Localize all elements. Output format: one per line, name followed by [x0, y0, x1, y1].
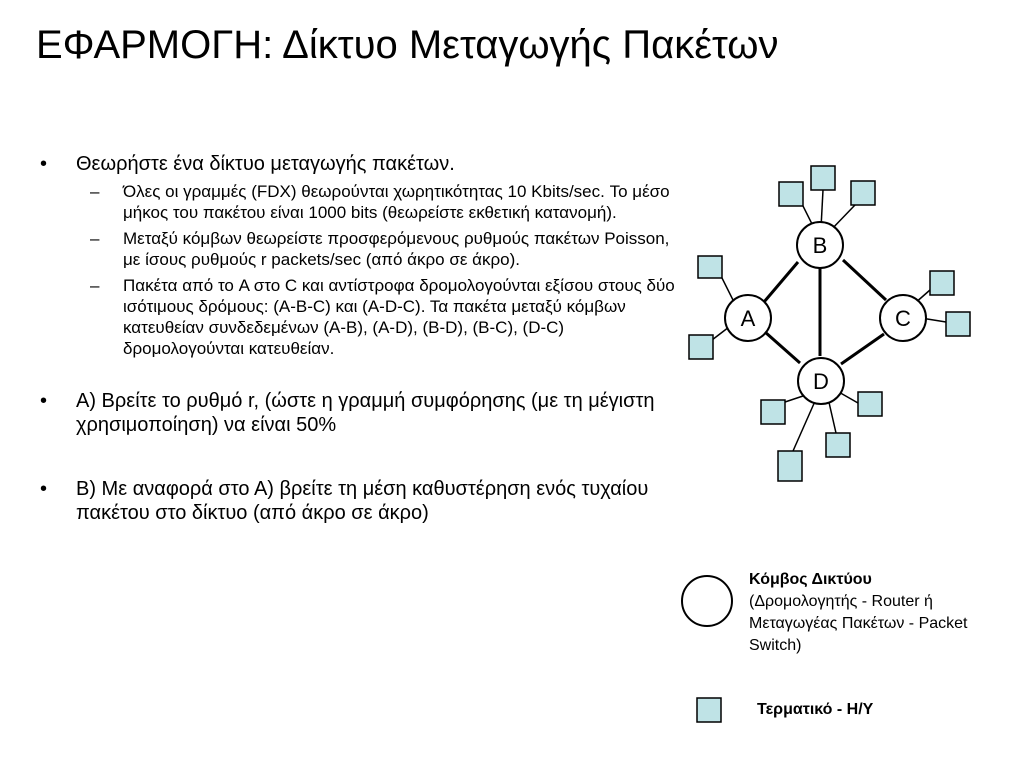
terminal-icon — [778, 451, 802, 481]
node-label: B — [812, 233, 828, 258]
legend-node-desc: (Δρομολογητής - Router ή Μεταγωγέας Πακέτων - Packet Switch) — [749, 593, 968, 654]
terminal-link — [793, 399, 816, 451]
node-b — [797, 222, 843, 268]
node-label: C — [895, 306, 911, 331]
sub-bullet-marker: – — [90, 276, 100, 295]
bullet-marker: • — [40, 390, 48, 412]
terminal-icon — [689, 335, 713, 359]
link-a-d — [765, 332, 800, 363]
terminal-icon — [811, 166, 835, 190]
legend-terminal-label: Τερματικό - Η/Υ — [757, 701, 874, 718]
node-d — [798, 358, 844, 404]
sub-bullet-text: Πακέτα από το A στο C και αντίστροφα δρομολογούνται εξίσου στους δύο ισότιμους δρόμους: (A-B-C) και (A-D-C). Τα πακέτα μεταξύ κόμβων κατευθείαν συνδεδεμένων (A-B), (A-D), (B-D), (B-C), (D-C) δρομολογούνται κατευθείαν. — [123, 276, 675, 358]
node-label: A — [740, 306, 756, 331]
bullet-marker: • — [40, 478, 48, 500]
terminal-icon — [858, 392, 882, 416]
bullet-marker: • — [40, 153, 48, 175]
node-c — [880, 295, 926, 341]
legend-node-title: Κόμβος Δικτύου — [749, 571, 872, 588]
sub-bullet-marker: – — [90, 182, 100, 201]
link-d-c — [841, 334, 884, 364]
bullet-text: Θεωρήστε ένα δίκτυο μεταγωγής πακέτων. — [76, 153, 455, 175]
bullet-text: Α) Βρείτε το ρυθμό r, (ώστε η γραμμή συμφόρησης (με τη μέγιστη χρησιμοποίηση) να είναι 50% — [76, 390, 655, 436]
node-links — [764, 260, 886, 364]
terminal-icon — [826, 433, 850, 457]
bullet-text: Β) Με αναφορά στο Α) βρείτε τη μέση καθυστέρηση ενός τυχαίου πακέτου στο δίκτυο (από άκρο σε άκρο) — [76, 478, 649, 524]
terminal-icon — [930, 271, 954, 295]
sub-bullet-text: Όλες οι γραμμές (FDX) θεωρούνται χωρητικότητας 10 Kbits/sec. Το μέσο μήκος του πακέτου είναι 1000 bits (θεωρείστε εκθετική κατανομή). — [123, 182, 670, 222]
node-label: D — [813, 369, 829, 394]
terminal-icon — [851, 181, 875, 205]
legend-node-text — [749, 569, 999, 657]
node-a — [725, 295, 771, 341]
terminal-icon — [698, 256, 722, 278]
sub-bullet-marker: – — [90, 229, 100, 248]
terminal-link — [712, 327, 729, 340]
terminal-link — [722, 278, 733, 300]
legend-terminal-icon — [697, 698, 721, 722]
terminal-icon — [779, 182, 803, 206]
slide-title: ΕΦΑΡΜΟΓΗ: Δίκτυο Μεταγωγής Πακέτων — [36, 23, 779, 67]
sub-bullet-text: Μεταξύ κόμβων θεωρείστε προσφερόμενους ρυθμούς πακέτων Poisson, με ίσους ρυθμούς r packets/sec (από άκρο σε άκρο). — [123, 229, 670, 269]
legend-node-icon — [682, 576, 732, 626]
link-a-b — [764, 262, 798, 302]
terminal-icon — [946, 312, 970, 336]
terminal-icon — [761, 400, 785, 424]
link-b-c — [843, 260, 886, 300]
